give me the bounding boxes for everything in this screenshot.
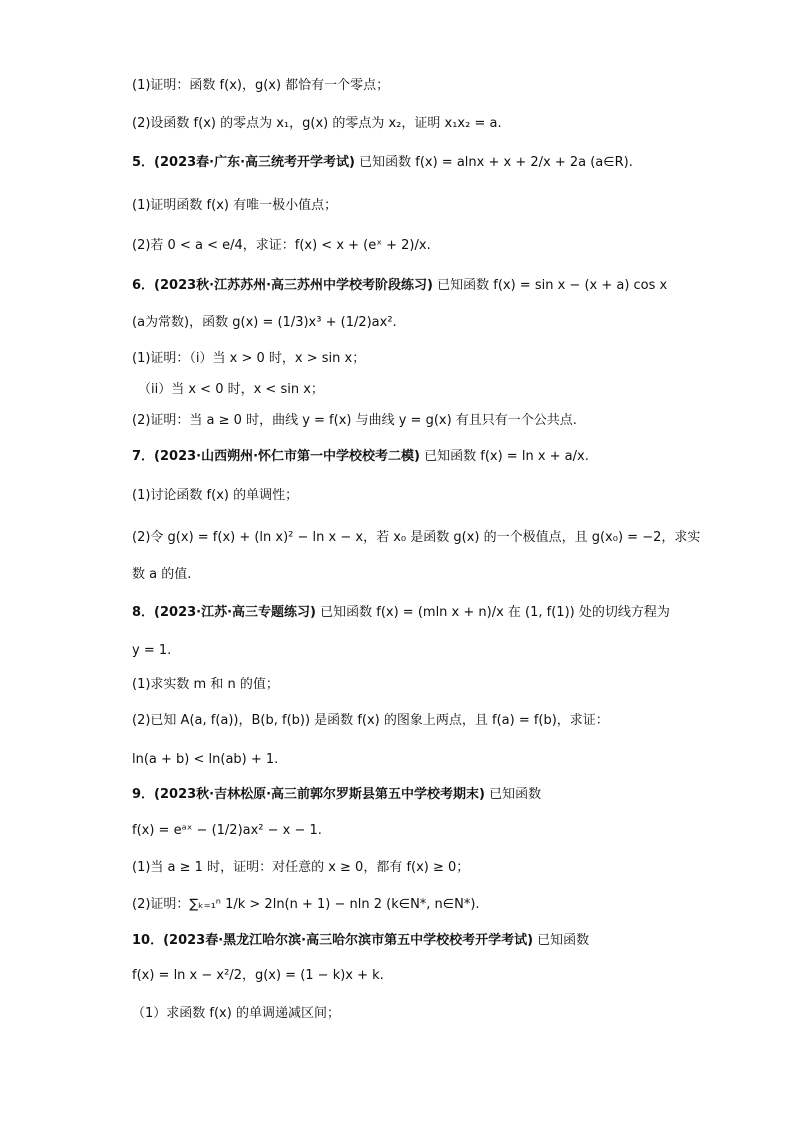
problem-heading: 9．(2023秋·吉林松原·高三前郭尔罗斯县第五中学校考期末) 已知函数	[132, 787, 542, 802]
text-line: (1)讨论函数 f(x) 的单调性；	[132, 488, 299, 503]
text-line: (1)证明：函数 f(x)，g(x) 都恰有一个零点；	[132, 78, 390, 93]
text-line: (1)当 a ≥ 1 时，证明：对任意的 x ≥ 0，都有 f(x) ≥ 0；	[132, 860, 470, 875]
problem-heading: 6．(2023秋·江苏苏州·高三苏州中学校考阶段练习) 已知函数 f(x) = sin x − (x + a) cos x	[132, 278, 668, 293]
problem-source: 8．(2023·江苏·高三专题练习)	[132, 605, 316, 620]
problem-source: 6．(2023秋·江苏苏州·高三苏州中学校考阶段练习)	[132, 278, 433, 293]
problem-heading: 5．(2023春·广东·高三统考开学考试) 已知函数 f(x) = alnx + x + 2/x + 2a (a∈R).	[132, 155, 633, 170]
text-line: （1）求函数 f(x) 的单调递减区间；	[132, 1006, 340, 1021]
text-line: (1)证明函数 f(x) 有唯一极小值点；	[132, 198, 338, 213]
text-line: (a为常数)，函数 g(x) = (1/3)x³ + (1/2)ax².	[132, 315, 397, 330]
problem-heading: 7．(2023·山西朔州·怀仁市第一中学校校考二模) 已知函数 f(x) = ln x + a/x.	[132, 449, 589, 464]
text-line: 数 a 的值.	[132, 567, 192, 582]
text-line: (1)证明：（i）当 x > 0 时，x > sin x；	[132, 351, 366, 366]
text-line: (1)求实数 m 和 n 的值；	[132, 677, 279, 692]
text-line: (2)证明：∑ₖ₌₁ⁿ 1/k > 2ln(n + 1) − nln 2 (k∈N*, n∈N*).	[132, 897, 480, 912]
problem-heading: 10．(2023春·黑龙江哈尔滨·高三哈尔滨市第五中学校校考开学考试) 已知函数	[132, 933, 590, 948]
problem-heading: 8．(2023·江苏·高三专题练习) 已知函数 f(x) = (mln x + n)/x 在 (1, f(1)) 处的切线方程为	[132, 605, 670, 620]
text-line: y = 1.	[132, 643, 172, 658]
problem-source: 10．(2023春·黑龙江哈尔滨·高三哈尔滨市第五中学校校考开学考试)	[132, 933, 534, 948]
text-line: f(x) = ln x − x²/2，g(x) = (1 − k)x + k.	[132, 968, 384, 983]
text-line: (2)证明：当 a ≥ 0 时，曲线 y = f(x) 与曲线 y = g(x) 有且只有一个公共点.	[132, 413, 577, 428]
text-line: (2)已知 A(a, f(a))，B(b, f(b)) 是函数 f(x) 的图象上两点，且 f(a) = f(b)，求证：	[132, 713, 609, 728]
text-line: (2)设函数 f(x) 的零点为 x₁，g(x) 的零点为 x₂，证明 x₁x₂ = a.	[132, 116, 502, 131]
text-line: (2)若 0 < a < e/4，求证：f(x) < x + (eˣ + 2)/x.	[132, 238, 431, 253]
problem-source: 5．(2023春·广东·高三统考开学考试)	[132, 155, 355, 170]
text-line: （ii）当 x < 0 时，x < sin x；	[138, 382, 324, 397]
text-line: (2)令 g(x) = f(x) + (ln x)² − ln x − x，若 x₀ 是函数 g(x) 的一个极值点，且 g(x₀) = −2，求实	[132, 530, 701, 545]
text-line: f(x) = eᵃˣ − (1/2)ax² − x − 1.	[132, 823, 322, 838]
text-line: ln(a + b) < ln(ab) + 1.	[132, 752, 279, 767]
problem-source: 7．(2023·山西朔州·怀仁市第一中学校校考二模)	[132, 449, 420, 464]
problem-source: 9．(2023秋·吉林松原·高三前郭尔罗斯县第五中学校考期末)	[132, 787, 485, 802]
